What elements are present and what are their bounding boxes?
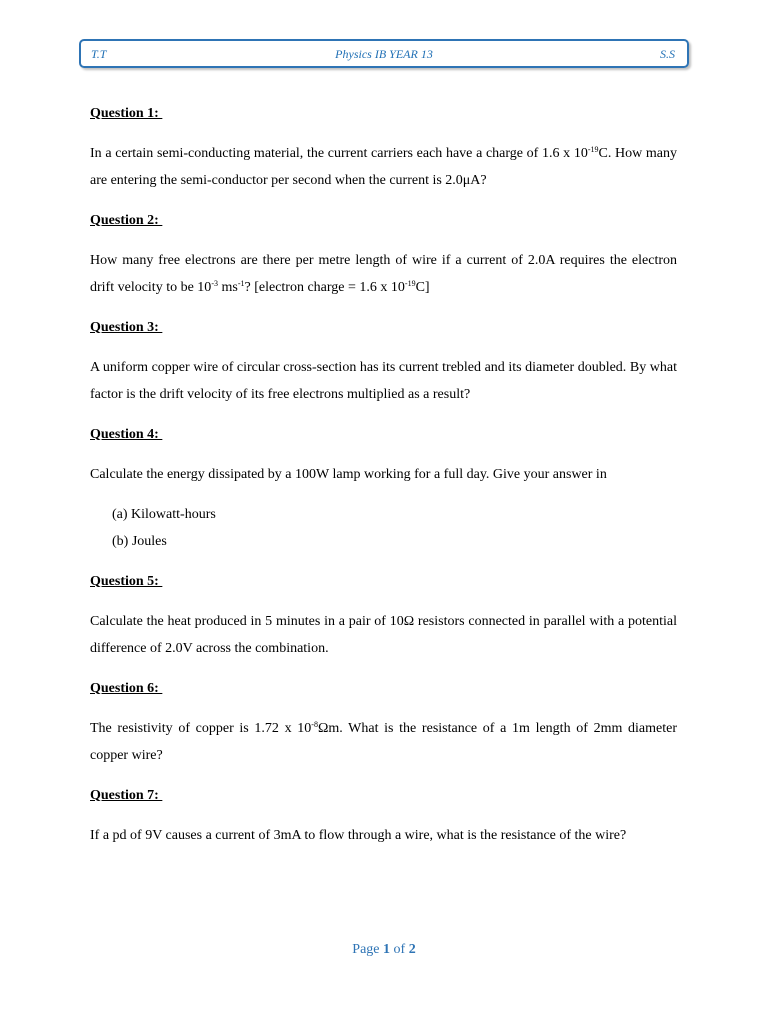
footer-current-page: 1: [383, 942, 391, 957]
question-4-options: [112, 501, 677, 555]
question-2-text-part: How many free electrons are there per metre length of wire if a current of 2.0A requires the electron drift velocity to be 10: [90, 253, 677, 295]
question-2-exponent: -19: [404, 279, 416, 288]
question-5-text: Calculate the heat produced in 5 minutes in a pair of 10Ω resistors connected in parallel with a potential difference of 2.0V across the combination.: [90, 614, 677, 656]
question-1-text: [90, 140, 677, 194]
question-3-heading: Question 3:: [90, 320, 163, 335]
question-2-text: [90, 247, 677, 301]
question-6-exponent: -8: [311, 720, 318, 729]
header-left-initials: T.T: [91, 47, 107, 61]
question-6-heading: Question 6:: [90, 681, 163, 696]
question-3-text: A uniform copper wire of circular cross-section has its current trebled and its diameter doubled. By what factor is the drift velocity of its free electrons multiplied as a result?: [90, 360, 677, 402]
question-2-heading: Question 2:: [90, 213, 163, 228]
question-7-heading: Question 7:: [90, 788, 163, 803]
question-1-heading: Question 1:: [90, 106, 163, 121]
question-6-text: [90, 715, 677, 769]
page-header: [79, 39, 689, 68]
header-right-initials: S.S: [660, 47, 675, 61]
question-7-text: If a pd of 9V causes a current of 3mA to flow through a wire, what is the resistance of the wire?: [90, 828, 627, 843]
question-4-option-b: (b) Joules: [112, 534, 167, 549]
question-6-text-part: Ωm. What is the resistance of a 1m length of 2mm diameter copper wire?: [90, 721, 678, 763]
question-1-text-part: C. How many are entering the semi-conductor per second when the current is 2.0μA?: [90, 146, 677, 188]
header-course-title: Physics IB YEAR 13: [335, 47, 433, 61]
question-1-exponent: -19: [587, 145, 599, 154]
question-4-text: Calculate the energy dissipated by a 100W lamp working for a full day. Give your answer in: [90, 467, 607, 482]
footer-total-pages: 2: [408, 942, 416, 957]
question-4-option-a: (a) Kilowatt-hours: [112, 507, 216, 522]
footer-page-word: Page: [352, 942, 384, 957]
worksheet-body: [90, 100, 677, 862]
question-6-text-part: The resistivity of copper is 1.72 x 10: [90, 721, 312, 736]
question-1-text-part: In a certain semi-conducting material, the current carriers each have a charge of 1.6 x 10: [90, 146, 588, 161]
question-2-text-part: ms: [217, 280, 238, 295]
question-2-exponent: -3: [211, 279, 218, 288]
question-2-text-part: C]: [415, 280, 430, 295]
question-4-heading: Question 4:: [90, 427, 163, 442]
footer-of-word: of: [390, 942, 409, 957]
question-2-exponent: -1: [237, 279, 245, 288]
question-5-heading: Question 5:: [90, 574, 163, 589]
question-2-text-part: ? [electron charge = 1.6 x 10: [244, 280, 405, 295]
page-number-footer: [0, 941, 768, 959]
